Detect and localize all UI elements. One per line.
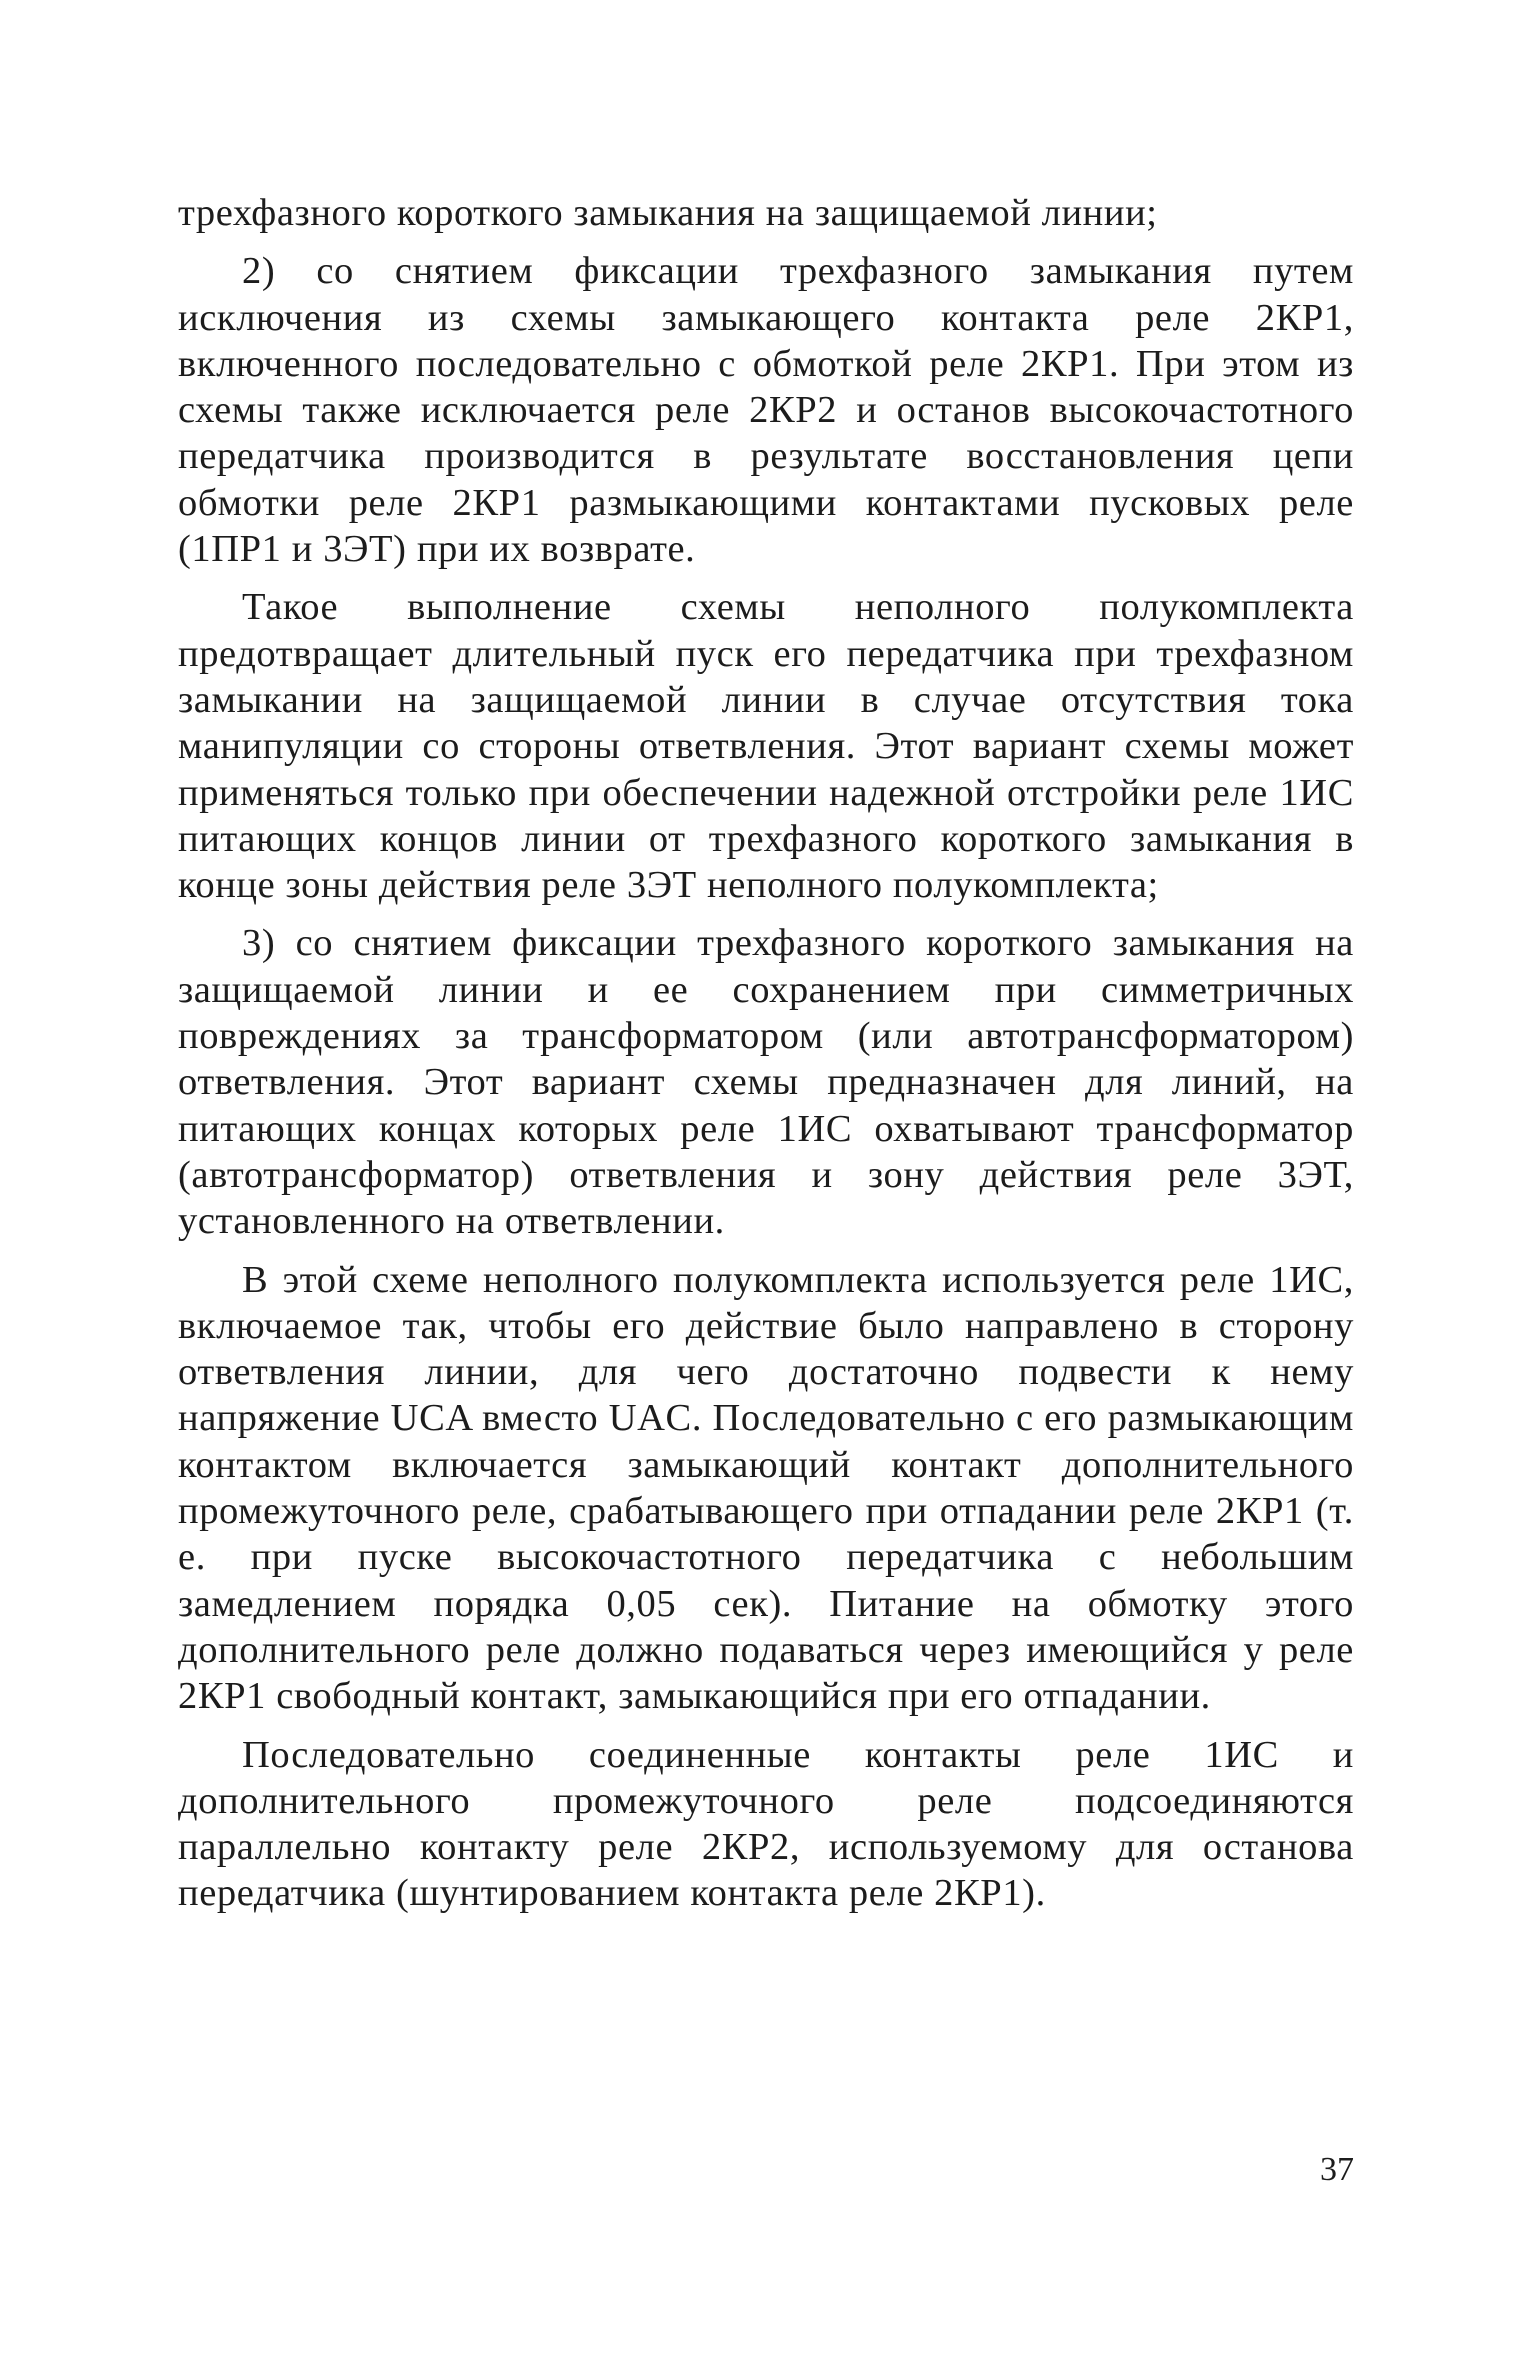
page-number: 37 bbox=[1320, 2151, 1354, 2188]
page-body bbox=[178, 190, 1354, 1917]
paragraph-item-3: 3) со снятием фиксации трехфазного короткого замыкания на защищаемой линии и ее сохранением при симметричных повреждениях за трансформатором (или автотрансформатором) ответвления. Этот вариант схемы предназначен для линий, на питающих концах которых реле 1ИС охватывают трансформатор (автотрансформатор) ответвления и зону действия реле 3ЭТ, установленного на ответвлении. bbox=[178, 922, 1354, 1243]
paragraph-scheme-description: В этой схеме неполного полукомплекта используется реле 1ИС, включаемое так, чтобы его действие было направлено в сторону ответвления линии, для чего достаточно подвести к нему напряжение UCA вместо UAC. Последовательно с его размыкающим контактом включается замыкающий контакт дополнительного промежуточного реле, срабатывающего при отпадании реле 2КР1 (т. е. при пуске высокочастотного передатчика с небольшим замедлением порядка 0,05 сек). Питание на обмотку этого дополнительного реле должно подаваться через имеющийся у реле 2КР1 свободный контакт, замыкающийся при его отпадании. bbox=[178, 1258, 1354, 1718]
paragraph-variant-note: Такое выполнение схемы неполного полукомплекта предотвращает длительный пуск его передатчика при трехфазном замыкании на защищаемой линии в случае отсутствия тока манипуляции со стороны ответвления. Этот вариант схемы может применяться только при обеспечении надежной отстройки реле 1ИС питающих концов линии от трехфазного короткого замыкания в конце зоны действия реле 3ЭТ неполного полукомплекта; bbox=[178, 586, 1354, 907]
paragraph-continuation: трехфазного короткого замыкания на защищаемой линии; bbox=[178, 192, 1158, 234]
paragraph-item-2: 2) со снятием фиксации трехфазного замыкания путем исключения из схемы замыкающего контакта реле 2КР1, включенного последовательно с обмоткой реле 2КР1. При этом из схемы также исключается реле 2КР2 и останов высокочастотного передатчика производится в результате восстановления цепи обмотки реле 2КР1 размыкающими контактами пусковых реле (1ПР1 и 3ЭТ) при их возврате. bbox=[178, 250, 1354, 571]
paragraph-contacts: Последовательно соединенные контакты реле 1ИС и дополнительного промежуточного реле подсоединяются параллельно контакту реле 2КР2, используемому для останова передатчика (шунтированием контакта реле 2КР1). bbox=[178, 1733, 1354, 1915]
